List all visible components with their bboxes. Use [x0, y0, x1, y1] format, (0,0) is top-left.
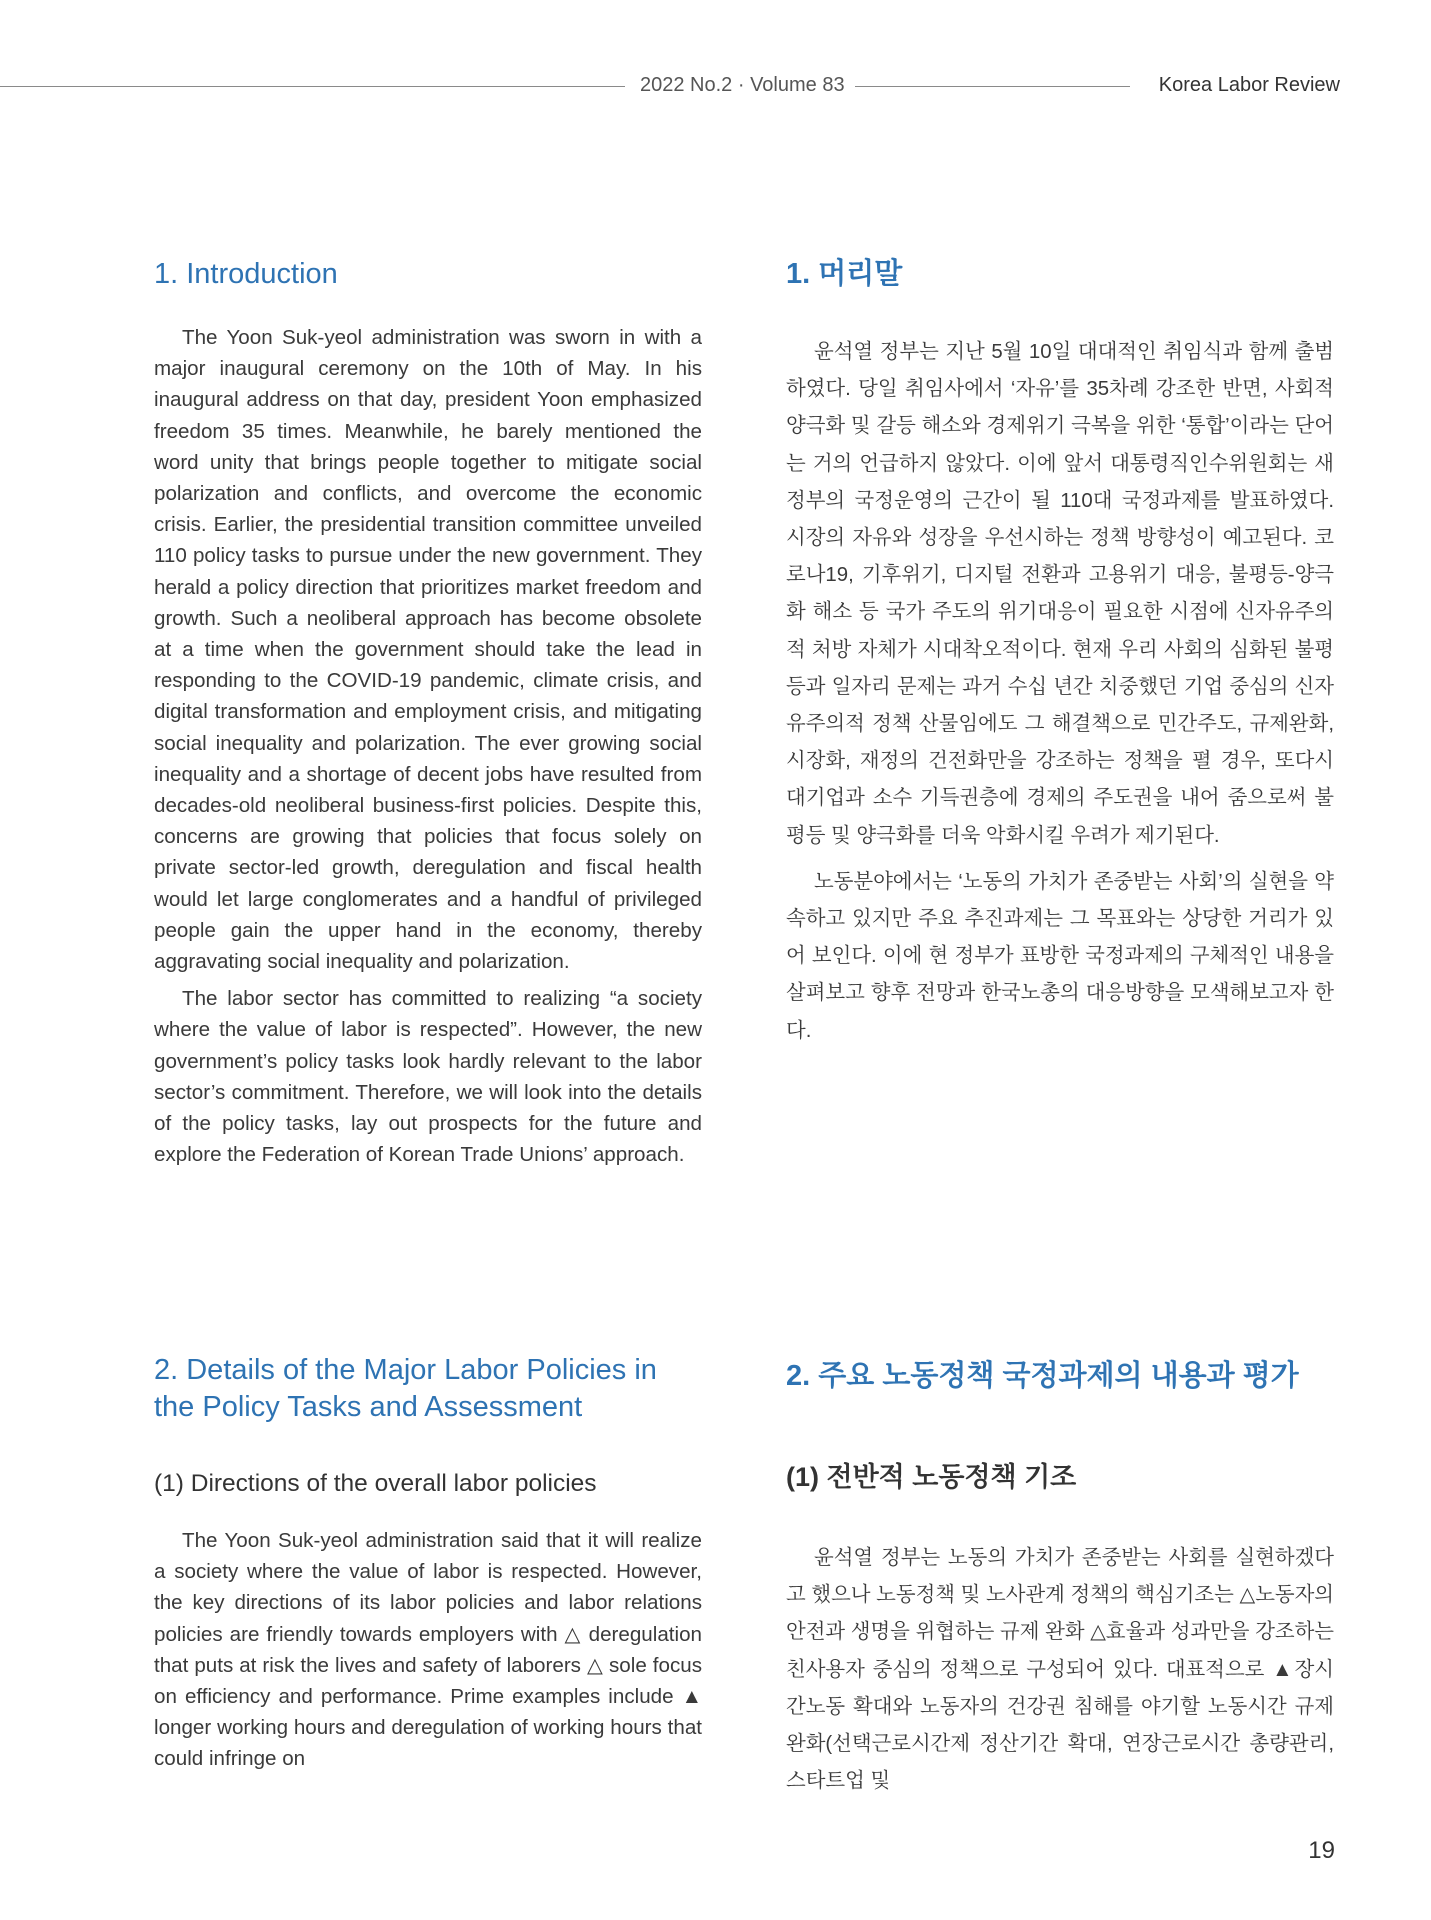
english-column: [154, 0, 702, 1920]
subsection-1-body-ko: [786, 1540, 1334, 1809]
paragraph: 노동분야에서는 ‘노동의 가치가 존중받는 사회’의 실현을 약속하고 있지만 주요 추진과제는 그 목표와는 상당한 거리가 있어 보인다. 이에 현 정부가 표방한 국정과제의 구체적인 내용을 살펴보고 향후 전망과 한국노총의 대응방향을 모색해보고자 한다.: [786, 870, 1334, 1042]
korean-column: [786, 0, 1334, 1920]
section-2-title-en: 2. Details of the Major Labor Policies in the Policy Tasks and Assessment: [154, 1354, 657, 1423]
paragraph: The labor sector has committed to realizing “a society where the value of labor is respected”. However, the new government’s policy tasks look hardly relevant to the labor sector’s commitment. Therefore, we will look into the details of the policy tasks, lay out prospects for the future and explore the Federation of Korean Trade Unions’ approach.: [154, 987, 702, 1167]
section-1-title-ko: 1. 머리말: [786, 258, 903, 290]
issue-label: 2022 No.2 · Volume 83: [640, 74, 845, 96]
subsection-1-title-en: (1) Directions of the overall labor policies: [154, 1470, 597, 1497]
page-number: 19: [1308, 1837, 1335, 1864]
paragraph: 윤석열 정부는 노동의 가치가 존중받는 사회를 실현하겠다고 했으나 노동정책 및 노사관계 정책의 핵심기조는 △노동자의 안전과 생명을 위협하는 규제 완화 △효율과 성과만을 강조하는 친사용자 중심의 정책으로 구성되어 있다. 대표적으로 ▲장시간노동 확대와 노동자의 건강권 침해를 야기할 노동시간 규제완화(선택근로시간제 정산기간 확대, 연장근로시간 총량관리, 스타트업 및: [786, 1547, 1334, 1793]
paragraph: 윤석열 정부는 지난 5월 10일 대대적인 취임식과 함께 출범하였다. 당일 취임사에서 ‘자유’를 35차례 강조한 반면, 사회적 양극화 및 갈등 해소와 경제위기 극복을 위한 ‘통합’이라는 단어는 거의 언급하지 않았다. 이에 앞서 대통령직인수위원회는 새 정부의 국정운영의 근간이 될 110대 국정과제를 발표하였다. 시장의 자유와 성장을 우선시하는 정책 방향성이 예고된다. 코로나19, 기후위기, 디지털 전환과 고용위기 대응, 불평등-양극화 해소 등 국가 주도의 위기대응이 필요한 시점에 신자유주의적 처방 자체가 시대착오적이다. 현재 우리 사회의 심화된 불평등과 일자리 문제는 과거 수십 년간 치중했던 기업 중심의 신자유주의적 정책 산물임에도 그 해결책으로 민간주도, 규제완화, 시장화, 재정의 건전화만을 강조하는 정책을 펼 경우, 또다시 대기업과 소수 기득권층에 경제의 주도권을 내어 줌으로써 불평등 및 양극화를 더욱 악화시킬 우려가 제기된다.: [786, 341, 1334, 847]
subsection-1-title-ko: (1) 전반적 노동정책 기조: [786, 1462, 1077, 1492]
paragraph: The Yoon Suk-yeol administration was sworn in with a major inaugural ceremony on the 10th of May. In his inaugural address on that day, president Yoon emphasized freedom 35 times. Meanwhile, he barely mentioned the word unity that brings people together to mitigate social polarization and conflicts, and overcome the economic crisis. Earlier, the presidential transition committee unveiled 110 policy tasks to pursue under the new government. They herald a policy direction that prioritizes market freedom and growth. Such a neoliberal approach has become obsolete at a time when the government should take the lead in responding to the COVID-19 pandemic, climate crisis, and digital transformation and employment crisis, and mitigating social inequality and polarization. The ever growing social inequality and a shortage of decent jobs have resulted from decades-old neoliberal business-first policies. Despite this, concerns are growing that policies that focus solely on private sector-led growth, deregulation and fiscal health would let large conglomerates and a handful of privileged people gain the upper hand in the economy, thereby aggravating social inequality and polarization.: [154, 326, 702, 974]
section-2-title-ko: 2. 주요 노동정책 국정과제의 내용과 평가: [786, 1360, 1299, 1392]
section-1-body-en: [154, 322, 702, 1176]
journal-title: Korea Labor Review: [1158, 74, 1340, 96]
section-1-title-en: 1. Introduction: [154, 258, 338, 290]
paragraph: The Yoon Suk-yeol administration said that it will realize a society where the value of labor is respected. However, the key directions of its labor policies and labor relations policies are friendly towards employers with △ deregulation that puts at risk the lives and safety of laborers △ sole focus on efficiency and performance. Prime examples include ▲ longer working hours and deregulation of working hours that could infringe on: [154, 1529, 702, 1771]
subsection-1-body-en: [154, 1525, 702, 1781]
section-1-body-ko: [786, 334, 1334, 1059]
